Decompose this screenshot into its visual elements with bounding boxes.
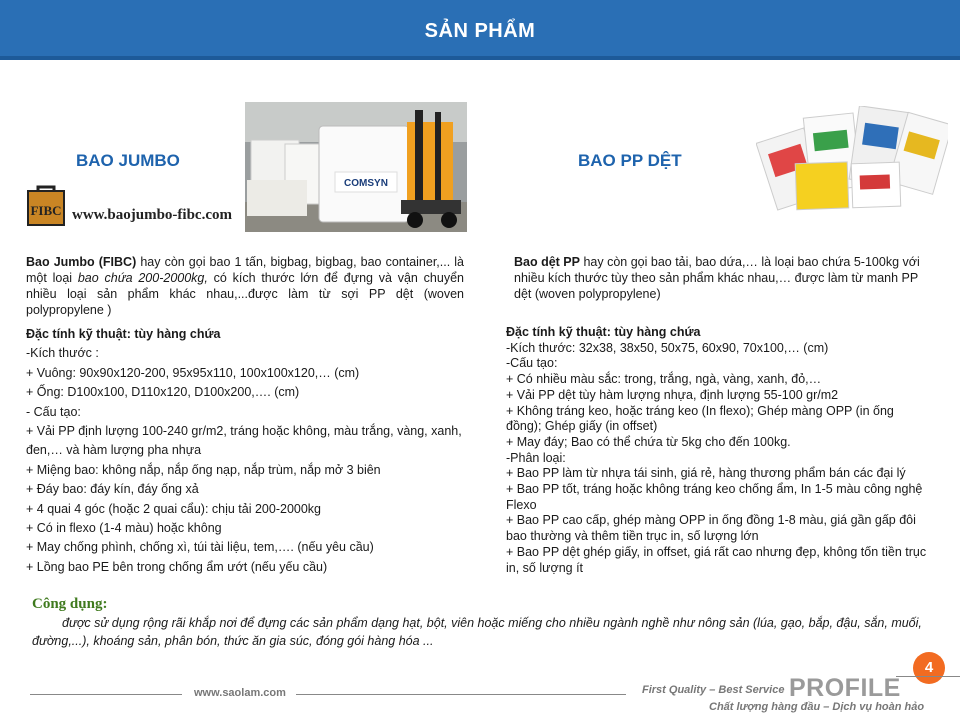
jumbo-description: Bao Jumbo (FIBC) hay còn gọi bao 1 tấn, bigbag, bigbag, bao container,... là một loại bao chứa 200-2000kg, có kích thước lớn để đựng và vận chuyển nhiều loại sản phẩm khác nhau,...được làm từ sợi PP dệt (woven polypropylene ) bbox=[26, 255, 465, 317]
footer-divider bbox=[30, 694, 182, 695]
spec-line: + Có nhiều màu sắc: trong, trắng, ngà, vàng, xanh, đỏ,… bbox=[506, 372, 822, 387]
spec-line: + Bao PP làm từ nhựa tái sinh, giá rẻ, hàng thương phẩm bán các đại lý bbox=[506, 466, 906, 481]
usage-text: được sử dụng rộng rãi khắp nơi để đựng các sản phẩm dạng hạt, bột, viên hoặc miếng cho nhiều ngành nghề như nông sản (lúa, gạo, bắp, đậu, sắn, muối, đường,...), khoáng sản, phân bón, thức ăn gia súc, đóng gói hàng hóa ... bbox=[32, 616, 922, 648]
pp-bags-photo bbox=[756, 106, 948, 214]
pp-specs bbox=[506, 325, 928, 576]
footer-divider bbox=[296, 694, 626, 695]
spec-line: + Vải PP định lượng 100-240 gr/m2, tráng hoặc không, màu trắng, vàng, xanh, đen,… và hàm lượng pha nhựa bbox=[26, 424, 462, 458]
footer-website[interactable]: www.saolam.com bbox=[194, 687, 286, 699]
spec-heading: Đặc tính kỹ thuật: tùy hàng chứa bbox=[506, 325, 701, 339]
spec-line: -Kích thước: 32x38, 38x50, 50x75, 60x90, 70x100,… (cm) bbox=[506, 340, 829, 355]
spec-line: + 4 quai 4 góc (hoặc 2 quai cẩu): chịu tải 200-2000kg bbox=[26, 501, 321, 516]
page-title: SẢN PHẨM bbox=[424, 20, 536, 42]
product-title-pp: BAO PP DỆT bbox=[578, 151, 682, 170]
spec-line: -Cấu tạo: bbox=[506, 356, 558, 371]
svg-text:FIBC: FIBC bbox=[30, 203, 62, 218]
footer-slogan-en: First Quality – Best Service bbox=[642, 684, 785, 696]
pp-description: Bao dệt PP hay còn gọi bao tải, bao dứa,… là loại bao chứa 5-100kg với nhiều kích thước tùy theo sản phẩm khác nhau,… được làm từ manh PP dệt (woven polypropylene) bbox=[514, 255, 920, 301]
spec-line: + May chống phình, chống xì, túi tài liệu, tem,…. (nếu yêu cầu) bbox=[26, 540, 374, 555]
spec-line: + Không tráng keo, hoặc tráng keo (In flexo); Ghép màng OPP (in ống đồng); Ghép giấy (in offset) bbox=[506, 403, 894, 434]
product-title-jumbo: BAO JUMBO bbox=[76, 151, 180, 170]
spec-line: + Bao PP tốt, tráng hoặc không tráng keo chống ẩm, In 1-5 màu công nghệ Flexo bbox=[506, 482, 923, 512]
spec-heading: Đặc tính kỹ thuật: tùy hàng chứa bbox=[26, 327, 221, 341]
footer-slogan-vn: Chất lượng hàng đầu – Dịch vụ hoàn hảo bbox=[709, 701, 925, 713]
spec-line: + Miệng bao: không nắp, nắp ống nạp, nắp trùm, nắp mở 3 biên bbox=[26, 462, 381, 477]
spec-line: -Phân loại: bbox=[506, 450, 566, 465]
spec-line: + Vải PP dệt tùy hàm lượng nhựa, định lượng 55-100 gr/m2 bbox=[506, 387, 839, 402]
spec-line: + Ống: D100x100, D110x120, D100x200,…. (cm) bbox=[26, 385, 300, 400]
footer-profile-label: PROFILE bbox=[789, 674, 901, 702]
spec-line: + Có in flexo (1-4 màu) hoặc không bbox=[26, 521, 222, 536]
spec-line: + Đáy bao: đáy kín, đáy ống xả bbox=[26, 482, 199, 497]
spec-line: + Bao PP dệt ghép giấy, in offset, giá rất cao nhưng đẹp, không tốn tiền trục in, số lượng ít bbox=[506, 544, 927, 575]
spec-line: + Vuông: 90x90x120-200, 95x95x110, 100x100x120,… (cm) bbox=[26, 365, 360, 380]
photo-brand-label: COMSYN bbox=[344, 178, 388, 189]
page-number-badge: 4 bbox=[913, 652, 945, 684]
jumbo-bag-photo bbox=[245, 102, 467, 232]
spec-line: + May đáy; Bao có thể chứa từ 5kg cho đến 100kg. bbox=[506, 434, 791, 449]
footer-divider bbox=[896, 676, 960, 697]
spec-line: -Kích thước : bbox=[26, 346, 99, 361]
spec-line: + Lồng bao PE bên trong chống ẩm ướt (nếu yếu cầu) bbox=[26, 559, 328, 574]
spec-line: - Cấu tạo: bbox=[26, 404, 81, 419]
usage-title: Công dụng: bbox=[32, 596, 108, 612]
fibc-logo bbox=[26, 185, 66, 227]
jumbo-specs bbox=[26, 325, 466, 577]
jumbo-website: www.baojumbo-fibc.com bbox=[72, 207, 232, 223]
spec-line: + Bao PP cao cấp, ghép màng OPP in ống đồng 1-8 màu, giá gần gấp đôi bao thường và thêm tiền trục in, số lượng lớn bbox=[506, 513, 916, 544]
